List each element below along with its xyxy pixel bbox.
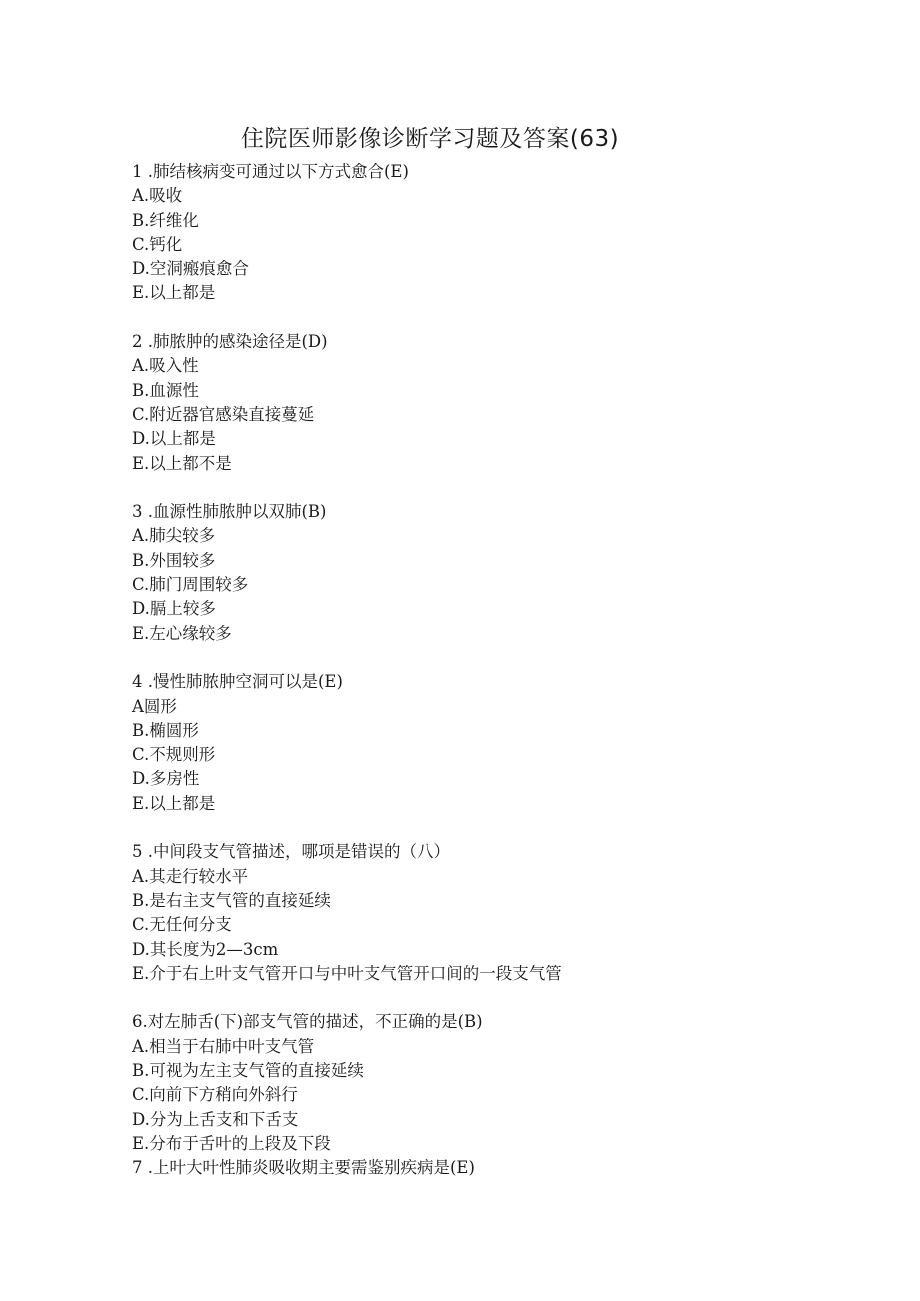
option-e: E.以上都不是 [132, 453, 232, 473]
option-d: D.膈上较多 [132, 599, 216, 619]
option-c: C.无任何分支 [132, 915, 232, 935]
question-block [132, 670, 852, 816]
option-e: E.以上都是 [132, 793, 216, 813]
option-e: E.以上都是 [132, 283, 216, 303]
option-c: C.肺门周围较多 [132, 575, 249, 595]
option-d: D.空洞瘢痕愈合 [132, 259, 249, 279]
option-a: A圆形 [132, 696, 177, 716]
option-a: A.吸收 [132, 186, 183, 206]
spacer [132, 986, 852, 1010]
question-block [132, 840, 852, 986]
option-d: D.多房性 [132, 769, 200, 789]
option-b: B.血源性 [132, 380, 199, 400]
question-block [132, 160, 852, 306]
option-b: B.是右主支气管的直接延续 [132, 890, 331, 910]
option-b: B.纤维化 [132, 210, 199, 230]
question-stem: 4 .慢性肺脓肿空洞可以是(E) [132, 672, 343, 692]
spacer [132, 306, 852, 330]
question-block [132, 1156, 852, 1180]
question-stem: 3 .血源性肺脓肿以双肺(B) [132, 502, 327, 522]
option-e: E.分布于舌叶的上段及下段 [132, 1133, 331, 1153]
option-e: E.介于右上叶支气管开口与中叶支气管开口间的一段支气管 [132, 963, 562, 983]
option-e: E.左心缘较多 [132, 623, 232, 643]
option-b: B.椭圆形 [132, 720, 199, 740]
option-a: A.其走行较水平 [132, 866, 249, 886]
question-list [132, 160, 852, 1180]
spacer [132, 646, 852, 670]
question-stem: 7 .上叶大叶性肺炎吸收期主要需鉴别疾病是(E) [132, 1158, 475, 1178]
question-block [132, 500, 852, 646]
page-title: 住院医师影像诊断学习题及答案(63) [240, 126, 620, 152]
question-stem: 6.对左肺舌(下)部支气管的描述，不正确的是(B) [132, 1012, 483, 1032]
option-c: C.附近器官感染直接蔓延 [132, 404, 315, 424]
spacer [132, 476, 852, 500]
question-block [132, 1010, 852, 1156]
option-b: B.外围较多 [132, 550, 216, 570]
question-stem: 1 .肺结核病变可通过以下方式愈合(E) [132, 162, 409, 181]
question-stem: 5 .中间段支气管描述，哪项是错误的（八） [132, 842, 450, 862]
option-d: D.以上都是 [132, 429, 216, 449]
option-a: A.相当于右肺中叶支气管 [132, 1036, 315, 1056]
option-c: C.向前下方稍向外斜行 [132, 1085, 298, 1105]
option-c: C.钙化 [132, 234, 183, 254]
option-a: A.肺尖较多 [132, 526, 216, 546]
option-b: B.可视为左主支气管的直接延续 [132, 1060, 364, 1080]
spacer [132, 816, 852, 840]
question-block [132, 330, 852, 476]
question-stem: 2 .肺脓肿的感染途径是(D) [132, 332, 328, 352]
option-d: D.分为上舌支和下舌支 [132, 1109, 299, 1129]
option-a: A.吸入性 [132, 356, 199, 376]
option-d: D.其长度为2—3cm [132, 939, 279, 959]
option-c: C.不规则形 [132, 745, 216, 765]
